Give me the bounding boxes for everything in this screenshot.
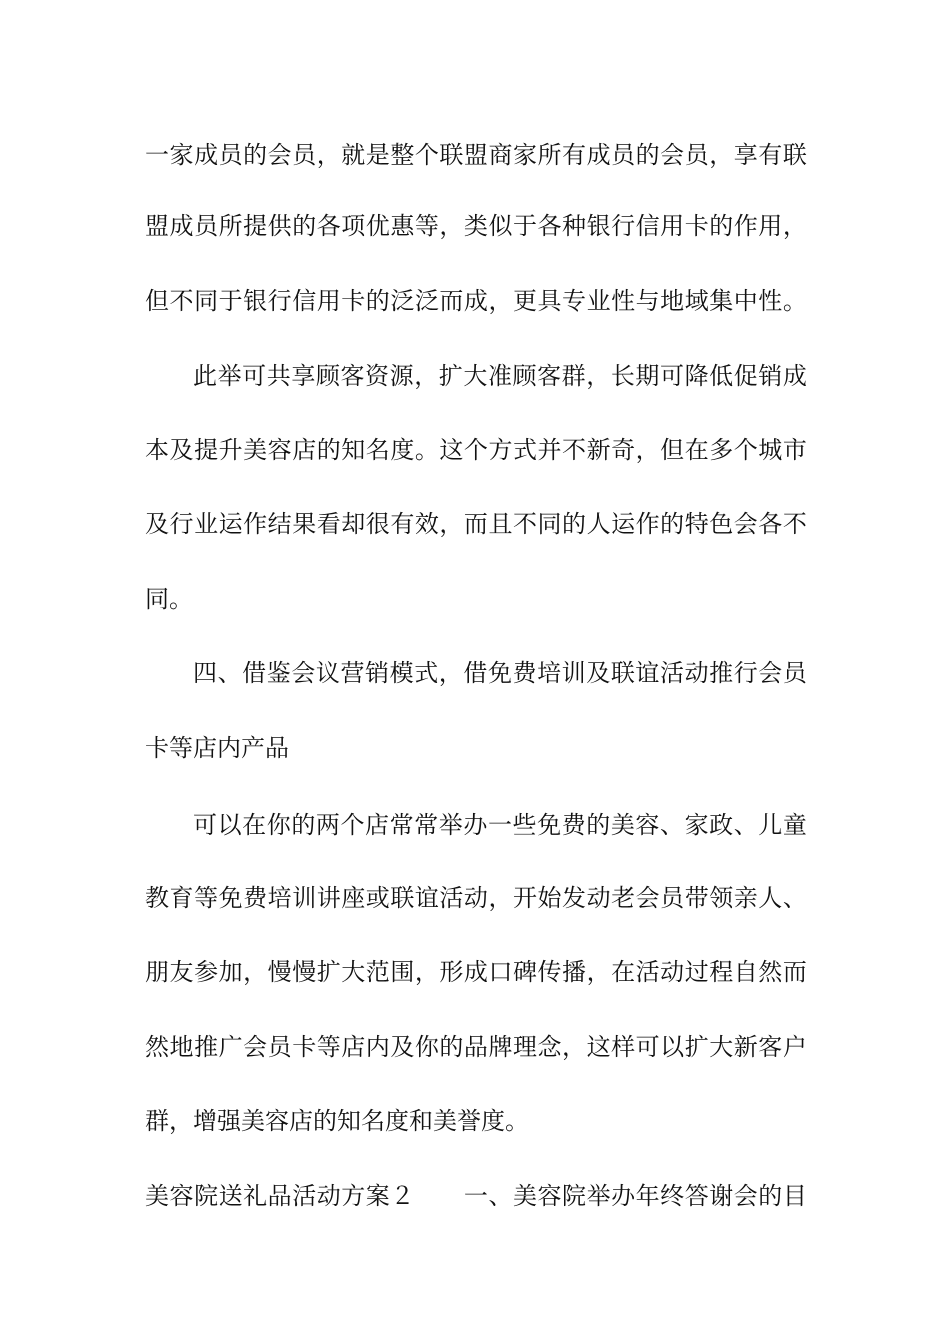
text-line-13: 然 地 推 广 会 员 卡 等 店 内 及 你 的 品 牌 理 念 ， 这 样 可 以 扩 大 新 客 户 xyxy=(145,1033,807,1061)
text-line-7: 同。 xyxy=(145,585,193,613)
plan-title-line: 美 容 院 送 礼 品 活 动 方 案 ２ 一 、 美 容 院 举 办 年 终 答 谢 会 的 目 xyxy=(145,1182,807,1210)
text-line-5: 本 及 提 升 美 容 店 的 知 名 度 。 这 个 方 式 并 不 新 奇 ， 但 在 多 个 城 市 xyxy=(145,436,807,464)
text-line-1: 一 家 成 员 的 会 员 ， 就 是 整 个 联 盟 商 家 所 有 成 员 的 会 员 ， 享 有 联 xyxy=(145,141,807,169)
section-heading-4-cont: 卡等店内产品 xyxy=(145,734,289,762)
text-line-14: 群，增强美容店的知名度和美誉度。 xyxy=(145,1107,529,1135)
text-line-3: 但 不 同 于 银 行 信 用 卡 的 泛 泛 而 成 ， 更 具 专 业 性 与 地 域 集 中 性 。 xyxy=(145,287,807,315)
section-heading-4: 四 、 借 鉴 会 议 营 销 模 式 ， 借 免 费 培 训 及 联 谊 活 动 推 行 会 员 xyxy=(193,659,807,687)
text-line-4: 此 举 可 共 享 顾 客 资 源 ， 扩 大 准 顾 客 群 ， 长 期 可 降 低 促 销 成 xyxy=(193,362,807,390)
text-line-12: 朋 友 参 加 ， 慢 慢 扩 大 范 围 ， 形 成 口 碑 传 播 ， 在 活 动 过 程 自 然 而 xyxy=(145,958,807,986)
text-line-10: 可 以 在 你 的 两 个 店 常 常 举 办 一 些 免 费 的 美 容 、 家 政 、 儿 童 xyxy=(193,811,807,839)
text-line-2: 盟 成 员 所 提 供 的 各 项 优 惠 等 ， 类 似 于 各 种 银 行 信 用 卡 的 作 用 ， xyxy=(145,212,807,240)
text-line-11: 教 育 等 免 费 培 训 讲 座 或 联 谊 活 动 ， 开 始 发 动 老 会 员 带 领 亲 人 、 xyxy=(145,884,807,912)
text-line-6: 及 行 业 运 作 结 果 看 却 很 有 效 ， 而 且 不 同 的 人 运 作 的 特 色 会 各 不 xyxy=(145,510,807,538)
